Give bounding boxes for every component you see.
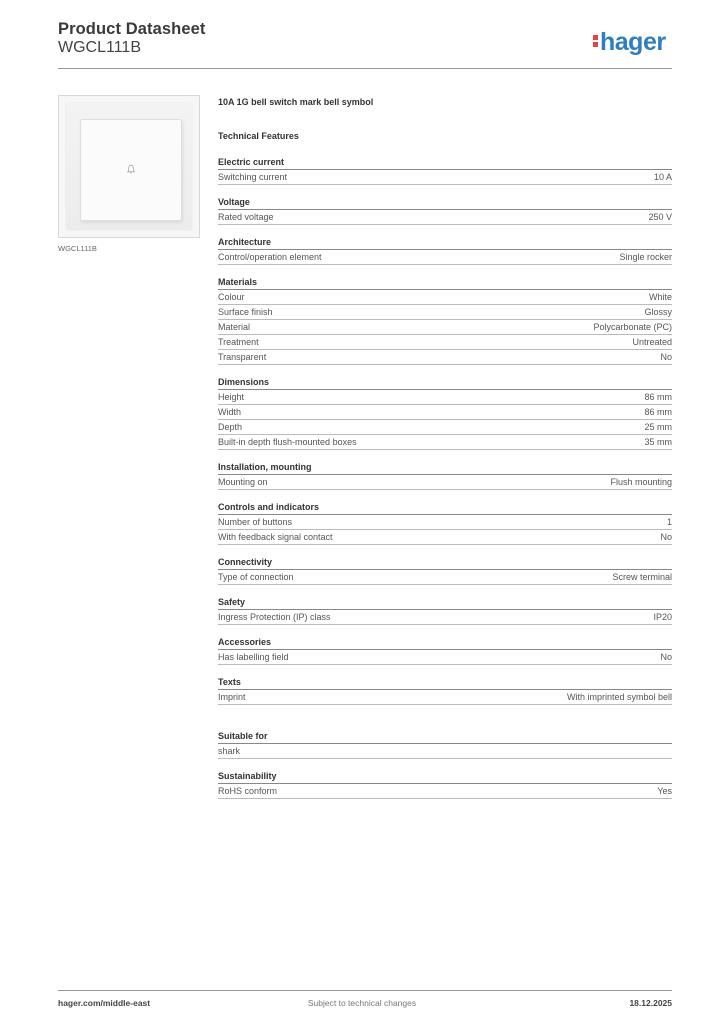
logo-text: hager [600, 28, 666, 56]
spec-value: 250 V [648, 212, 672, 222]
logo-dots-icon [593, 27, 599, 46]
spec-section [218, 635, 672, 665]
spec-row [218, 335, 672, 350]
spec-section [218, 375, 672, 450]
spec-row [218, 690, 672, 705]
section-heading: Electric current [218, 155, 672, 170]
spec-label: Surface finish [218, 307, 273, 317]
spec-row [218, 390, 672, 405]
spec-row [218, 530, 672, 545]
footer-date: 18.12.2025 [629, 998, 672, 1008]
spec-row [218, 350, 672, 365]
footer-website-link[interactable]: hager.com/middle-east [58, 998, 151, 1008]
spec-section [218, 460, 672, 490]
spec-label: Width [218, 407, 242, 417]
spec-label: Material [218, 322, 251, 332]
technical-features-heading: Technical Features [218, 131, 299, 141]
spec-label: Control/operation element [218, 252, 322, 262]
spec-section [218, 155, 672, 185]
spec-value: Glossy [644, 307, 672, 317]
spec-label: Switching current [218, 172, 288, 182]
spec-label: Transparent [218, 352, 267, 362]
section-heading: Materials [218, 275, 672, 290]
spec-label: Type of connection [218, 572, 294, 582]
section-heading: Accessories [218, 635, 672, 650]
spec-value: 86 mm [644, 407, 672, 417]
spec-row [218, 744, 672, 759]
section-heading: Texts [218, 675, 672, 690]
product-code: WGCL111B [58, 39, 141, 56]
spec-label: Number of buttons [218, 517, 293, 527]
spec-value: 10 A [653, 172, 672, 182]
spec-section [218, 675, 672, 705]
section-heading: Dimensions [218, 375, 672, 390]
spec-label: Treatment [218, 337, 259, 347]
spec-value: 86 mm [644, 392, 672, 402]
spec-value: 1 [666, 517, 672, 527]
spec-row [218, 610, 672, 625]
footer-divider [58, 990, 672, 991]
header-divider [58, 68, 672, 69]
section-heading: Connectivity [218, 555, 672, 570]
spec-label: Built-in depth flush-mounted boxes [218, 437, 357, 447]
bell-icon [126, 164, 136, 174]
spec-value: With imprinted symbol bell [566, 692, 672, 702]
spec-row [218, 405, 672, 420]
spec-section [218, 769, 672, 799]
spec-value: IP20 [653, 612, 672, 622]
spec-label: Mounting on [218, 477, 268, 487]
section-heading: Architecture [218, 235, 672, 250]
spec-label: Ingress Protection (IP) class [218, 612, 331, 622]
spec-value: No [660, 532, 672, 542]
section-heading: Voltage [218, 195, 672, 210]
spec-value: 25 mm [644, 422, 672, 432]
spec-row [218, 570, 672, 585]
spec-label: RoHS conform [218, 786, 278, 796]
spec-row [218, 290, 672, 305]
spec-row [218, 475, 672, 490]
spec-row [218, 420, 672, 435]
spec-value: Untreated [632, 337, 672, 347]
spec-label: Imprint [218, 692, 246, 702]
image-caption: WGCL111B [58, 244, 97, 253]
datasheet-content [218, 95, 672, 799]
spec-label: Height [218, 392, 245, 402]
spec-label: Rated voltage [218, 212, 274, 222]
spec-section [218, 555, 672, 585]
spec-section [218, 275, 672, 365]
spec-value: 35 mm [644, 437, 672, 447]
section-heading: Controls and indicators [218, 500, 672, 515]
spec-row [218, 435, 672, 450]
spec-value: Single rocker [619, 252, 672, 262]
spec-value: No [660, 652, 672, 662]
spec-section [218, 729, 672, 759]
spec-value: Screw terminal [612, 572, 672, 582]
switch-rocker [80, 119, 182, 221]
spec-value: No [660, 352, 672, 362]
switch-plate [66, 103, 192, 230]
spec-row [218, 250, 672, 265]
spec-section [218, 595, 672, 625]
spec-row [218, 784, 672, 799]
hager-logo [593, 27, 666, 57]
spec-label: shark [218, 746, 241, 756]
section-heading: Safety [218, 595, 672, 610]
section-heading: Sustainability [218, 769, 672, 784]
spec-row [218, 320, 672, 335]
spec-sections [218, 155, 672, 799]
spec-row [218, 170, 672, 185]
spec-row [218, 210, 672, 225]
product-image [58, 95, 200, 238]
spec-row [218, 305, 672, 320]
section-heading: Installation, mounting [218, 460, 672, 475]
spec-row [218, 650, 672, 665]
spec-section [218, 195, 672, 225]
spec-row [218, 515, 672, 530]
spec-value: White [648, 292, 672, 302]
section-heading: Suitable for [218, 729, 672, 744]
spec-label: With feedback signal contact [218, 532, 333, 542]
spec-label: Depth [218, 422, 243, 432]
footer-note: Subject to technical changes [307, 998, 417, 1008]
spec-value: Flush mounting [610, 477, 672, 487]
spec-section [218, 235, 672, 265]
spec-value: Yes [657, 786, 672, 796]
spec-label: Colour [218, 292, 245, 302]
product-title: 10A 1G bell switch mark bell symbol [218, 97, 374, 107]
spec-label: Has labelling field [218, 652, 289, 662]
page-title: Product Datasheet [58, 20, 206, 38]
spec-section [218, 500, 672, 545]
spec-value: Polycarbonate (PC) [593, 322, 672, 332]
